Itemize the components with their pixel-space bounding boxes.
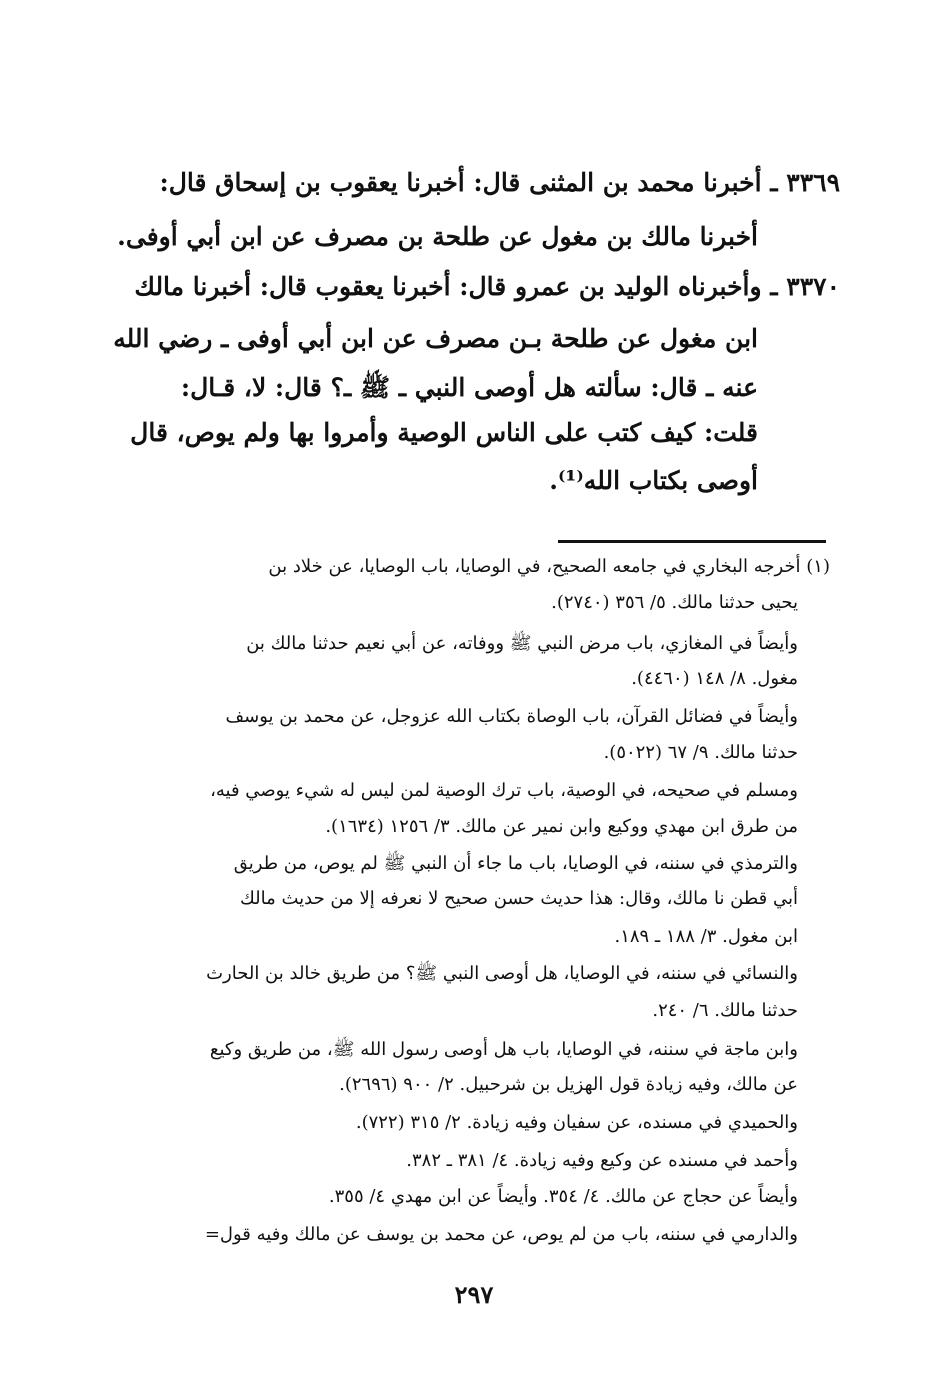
hadith-3370-line-2: ابن مغول عن طلحة بـن مصرف عن ابن أبي أوفى ـ رضي الله <box>113 324 758 353</box>
footnote-line: وأيضاً في المغازي، باب مرض النبي ﷺ ووفاته، عن أبي نعيم حدثنا مالك بن <box>246 633 798 654</box>
footnote-line: حدثنا مالك. ٩/ ٦٧ (٥٠٢٢). <box>603 742 798 763</box>
hadith-3369-line-2: أخبرنا مالك بن مغول عن طلحة بن مصرف عن ابن أبي أوفى. <box>117 222 758 251</box>
footnote-line: والترمذي في سننه، في الوصايا، باب ما جاء أن النبي ﷺ لم يوص، من طريق <box>233 853 798 874</box>
hadith-3370-line-5: أوصى بكتاب الله⁽¹⁾. <box>549 466 758 495</box>
footnote-line: يحيى حدثنا مالك. ٥/ ٣٥٦ (٢٧٤٠). <box>551 592 798 613</box>
footnote-line: والنسائي في سننه، في الوصايا، هل أوصى النبي ﷺ؟ من طريق خالد بن الحارث <box>206 963 798 984</box>
hadith-3369-line-1: ٣٣٦٩ ـ أخبرنا محمد بن المثنى قال: أخبرنا يعقوب بن إسحاق قال: <box>159 168 840 197</box>
footnote-line: ابن مغول. ٣/ ١٨٨ ـ ١٨٩. <box>614 926 798 947</box>
footnote-separator <box>558 540 826 543</box>
footnote-line: من طرق ابن مهدي ووكيع وابن نمير عن مالك. ٣/ ١٢٥٦ (١٦٣٤). <box>325 816 798 837</box>
footnote-line: ومسلم في صحيحه، في الوصية، باب ترك الوصية لمن ليس له شيء يوصي فيه، <box>210 780 798 801</box>
hadith-3370-line-4: قلت: كيف كتب على الناس الوصية وأمروا بها ولم يوص، قال <box>130 418 758 447</box>
footnote-line: وأيضاً في فضائل القرآن، باب الوصاة بكتاب الله عزوجل، عن محمد بن يوسف <box>225 706 798 727</box>
footnote-line: مغول. ٨/ ١٤٨ (٤٤٦٠). <box>631 668 798 689</box>
footnote-line: وأيضاً عن حجاج عن مالك. ٤/ ٣٥٤. وأيضاً عن ابن مهدي ٤/ ٣٥٥. <box>328 1186 798 1207</box>
footnote-line: وابن ماجة في سننه، في الوصايا، باب هل أوصى رسول الله ﷺ، من طريق وكيع <box>209 1039 798 1060</box>
footnote-line: والدارمي في سننه، باب من لم يوص، عن محمد بن يوسف عن مالك وفيه قول= <box>204 1224 798 1245</box>
hadith-3370-line-3: عنه ـ قال: سألته هل أوصى النبي ـ ﷺ ـ؟ قال: لا، قـال: <box>180 373 758 402</box>
footnote-line: حدثنا مالك. ٦/ ٢٤٠. <box>652 1000 798 1021</box>
footnote-line: وأحمد في مسنده عن وكيع وفيه زيادة. ٤/ ٣٨١ ـ ٣٨٢. <box>406 1150 798 1171</box>
hadith-3370-line-1: ٣٣٧٠ ـ وأخبرناه الوليد بن عمرو قال: أخبرنا يعقوب قال: أخبرنا مالك <box>134 272 840 301</box>
footnote-line: عن مالك، وفيه زيادة قول الهزيل بن شرحبيل. ٢/ ٩٠٠ (٢٦٩٦). <box>339 1074 798 1095</box>
page-number: ٢٩٧ <box>454 1280 494 1309</box>
footnote-line: والحميدي في مسنده، عن سفيان وفيه زيادة. ٢/ ٣١٥ (٧٢٢). <box>355 1112 798 1133</box>
footnote-line: (١) أخرجه البخاري في جامعه الصحيح، في الوصايا، باب الوصايا، عن خلاد بن <box>268 556 830 577</box>
footnote-line: أبي قطن نا مالك، وقال: هذا حديث حسن صحيح لا نعرفه إلا من حديث مالك <box>239 888 798 909</box>
